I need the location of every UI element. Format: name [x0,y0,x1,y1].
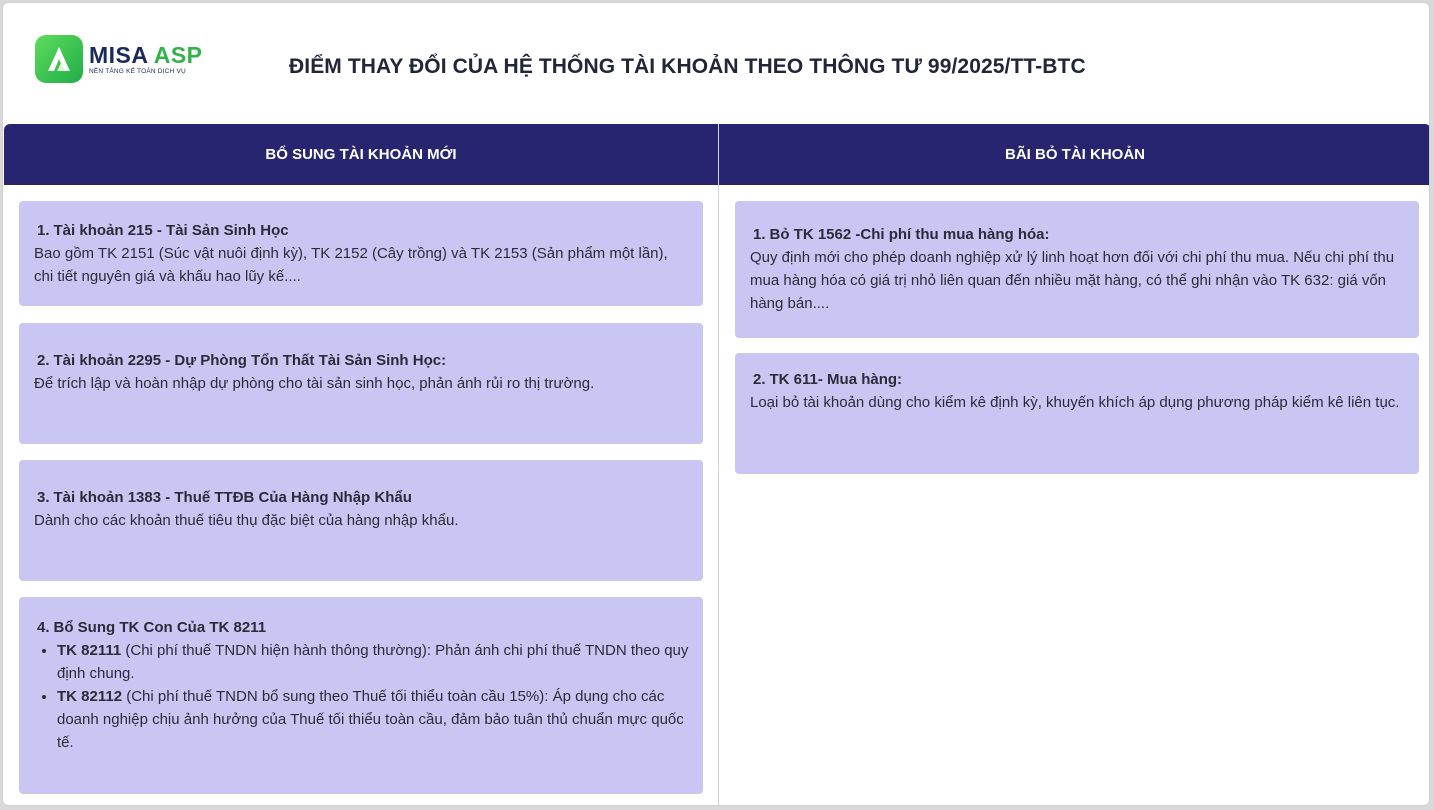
sub-account-code: TK 82112 [57,688,123,705]
logo-glyph-icon [35,35,83,83]
item-number: 4. [37,619,50,636]
sub-account-description: (Chi phí thuế TNDN bổ sung theo Thuế tối thiểu toàn cầu 15%): Áp dụng cho các doanh nghiệp chịu ảnh hưởng của Thuế tối thiểu toàn cầu, đảm bảo tuân thủ chuẩn mực quốc tế. [57,688,684,751]
item-title: Bỏ TK 1562 -Chi phí thu mua hàng hóa: [769,226,1050,243]
item-number: 2. [753,371,766,388]
item-title: Tài khoản 2295 - Dự Phòng Tổn Thất Tài Sản Sinh Học: [53,352,447,369]
table-header [4,124,1430,185]
item-title: TK 611- Mua hàng: [769,371,903,388]
page-title: ĐIỂM THAY ĐỔI CỦA HỆ THỐNG TÀI KHOẢN THEO THÔNG TƯ 99/2025/TT-BTC [289,55,1086,78]
item-number: 1. [753,226,766,243]
brand-tagline: NỀN TẢNG KẾ TOÁN DỊCH VỤ [89,68,186,75]
item-description: Loại bỏ tài khoản dùng cho kiểm kê định kỳ, khuyến khích áp dụng phương pháp kiểm kê liên tục. [750,394,1400,411]
item-number: 2. [37,352,50,369]
item-number: 3. [37,489,50,506]
brand-name-asp: ASP [153,42,203,68]
card-removed-account-611 [735,353,1419,474]
item-description: Quy định mới cho phép doanh nghiệp xử lý linh hoạt hơn đối với chi phí thu mua. Nếu chi phí thu mua hàng hóa có giá trị nhỏ liên quan đến nhiều mặt hàng, có thể ghi nhận vào TK 632: giá vốn hàng bán.... [750,249,1395,312]
sub-account-code: TK 82111 [57,642,122,659]
item-title: Tài khoản 215 - Tài Sản Sinh Học [53,222,289,239]
item-title: Tài khoản 1383 - Thuế TTĐB Của Hàng Nhập Khẩu [53,489,412,506]
card-new-account-8211 [19,597,703,794]
column-divider [718,124,719,806]
brand-logo [35,35,203,83]
item-title: Bổ Sung TK Con Của TK 8211 [53,619,267,636]
column-header-add-accounts: BỔ SUNG TÀI KHOẢN MỚI [265,146,457,163]
slide [2,2,1430,806]
card-new-account-2295 [19,323,703,444]
card-new-account-215 [19,201,703,306]
brand-name [89,43,203,67]
column-header-removed-accounts: BÃI BỎ TÀI KHOẢN [1005,146,1145,163]
item-number: 1. [37,222,50,239]
card-new-account-1383 [19,460,703,581]
sub-account-description: (Chi phí thuế TNDN hiện hành thông thường): Phản ánh chi phí thuế TNDN theo quy định chung. [57,642,689,682]
misa-logo-icon [35,35,83,83]
list-item [57,685,689,754]
brand-name-misa: MISA [89,42,148,68]
sub-account-list [34,639,689,754]
item-description: Dành cho các khoản thuế tiêu thụ đặc biệt của hàng nhập khẩu. [34,512,459,529]
list-item [57,639,689,685]
comparison-table [4,124,1430,806]
item-description: Bao gồm TK 2151 (Súc vật nuôi định kỳ), TK 2152 (Cây trồng) và TK 2153 (Sản phẩm một lần), chi tiết nguyên giá và khấu hao lũy kế.... [34,245,668,285]
item-description: Để trích lập và hoàn nhập dự phòng cho tài sản sinh học, phản ánh rủi ro thị trường. [34,375,595,392]
card-removed-account-1562 [735,201,1419,338]
